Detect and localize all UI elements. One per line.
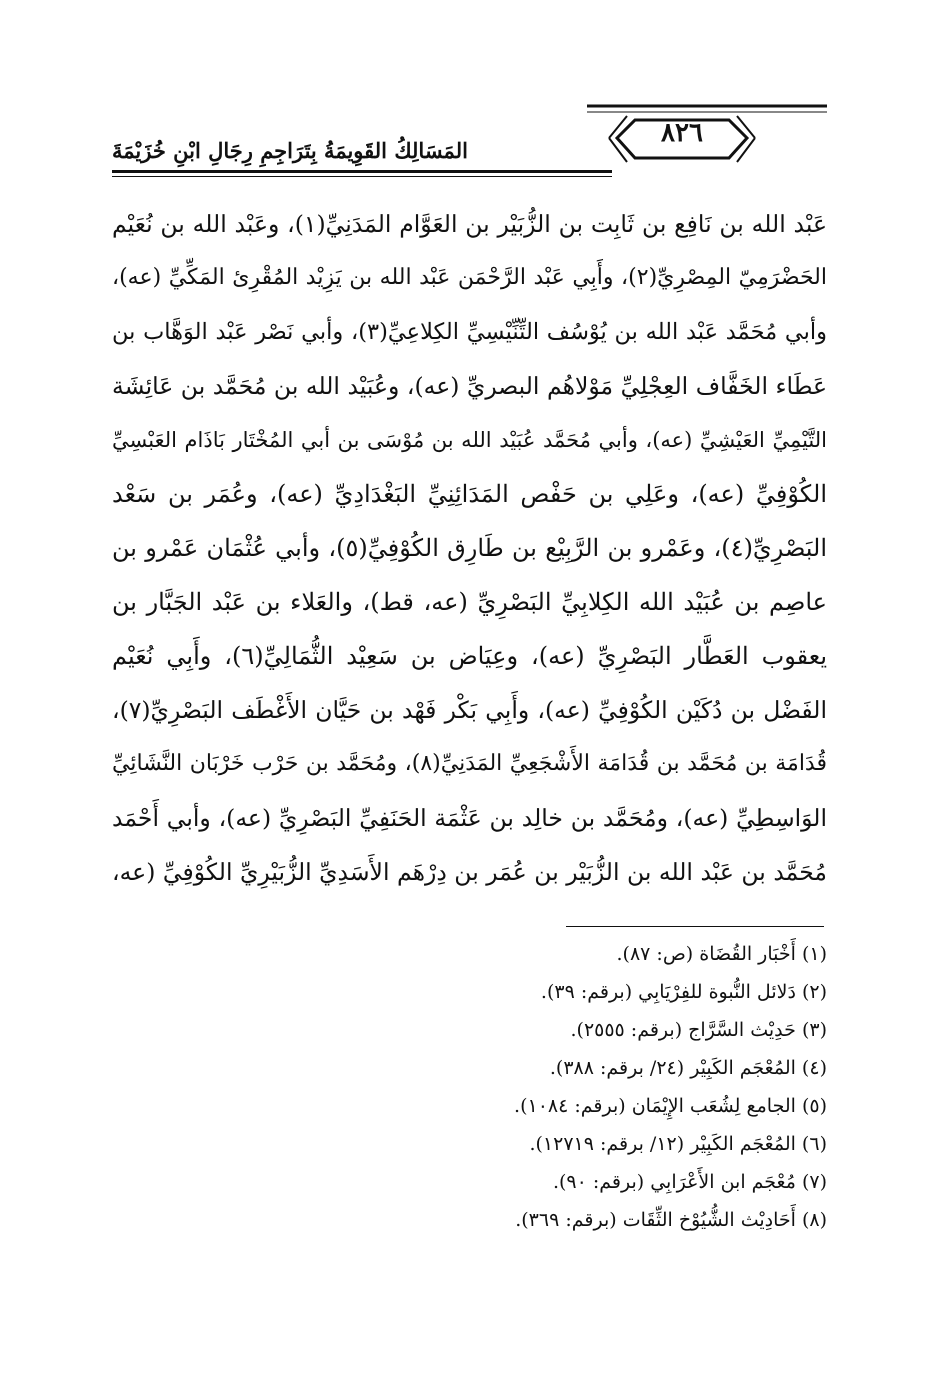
text-line: قُدَامَة بن مُحَمَّد بن قُدَامَة الأَشْجَعِيِّ المَدَنِيِّ(٨)، ومُحَمَّد بن حَرْب خَرْبَان النَّشَائِيِّ	[112, 751, 827, 776]
footnote: (٤) المُعْجَم الكَبِيْر (٢٤/ برقم: ٣٨٨).	[549, 1057, 827, 1079]
page-header	[112, 100, 827, 180]
running-title: المَسَالِكُ القَوِيمَةُ بِتَرَاجِمِ رِجَالِ ابْنِ خُزَيْمَةَ	[112, 138, 468, 163]
text-line: التَّيْمِيِّ العَيْشِيِّ (عه)، وأبي مُحَمَّد عُبَيْد الله بن مُوْسَى بن أبي المُخْتَار بَاذَام العَبْسِيِّ	[112, 428, 827, 452]
footnotes	[112, 935, 827, 1239]
header-rule	[112, 170, 612, 173]
text-line: الكُوْفِيِّ (عه)، وعَلِي بن حَفْص المَدَائِنِيِّ البَغْدَادِيِّ (عه)، وعُمَر بن سَعْد	[112, 480, 827, 508]
footnote: (١) أَخْبَار القُضَاة (ص: ٨٧).	[616, 943, 827, 965]
text-line: الفَضْل بن دُكَيْن الكُوْفِيِّ (عه)، وأَبِي بَكْر فَهْد بن حَيَّان الأَغْطَف البَصْرِيِّ(٧)،	[112, 696, 827, 724]
text-line: يعقوب العَطَّار البَصْرِيِّ (عه)، وعِيَاض بن سَعِيْد الثُّمَالِيِّ(٦)، وأَبِي نُعَيْم	[112, 642, 827, 670]
footnote: (٦) المُعْجَم الكَبِيْر (١٢/ برقم: ١٢٧١٩).	[529, 1133, 827, 1155]
text-line: عَطَاء الخَفَّاف العِجْلِيِّ مَوْلاهُم البصريِّ (عه)، وعُبَيْد الله بن مُحَمَّد بن عَائِشَة	[112, 372, 827, 400]
page-number: ٨٢٦	[661, 118, 703, 148]
text-line: مُحَمَّد بن عَبْد الله بن الزُّبَيْر بن عُمَر بن دِرْهَم الأَسَدِيِّ الزُّبَيْرِيِّ الكُوْفِيِّ (عه،	[112, 858, 827, 886]
footnote-separator	[566, 926, 824, 927]
page-number-frame	[587, 102, 827, 174]
text-line: الحَضْرَمِيّ المِصْرِيِّ(٢)، وأَبِي عَبْد الرَّحْمَن عَبْد الله بن يَزِيْد المُقْرِئ المَكِّيِّ (عه)،	[112, 265, 827, 290]
text-line: الوَاسِطِيِّ (عه)، ومُحَمَّد بن خالِد بن عَثْمَة الحَنَفِيِّ البَصْرِيِّ (عه)، وأبي أَحْمَد	[112, 804, 827, 832]
footnote: (٧) مُعْجَم ابن الأَعْرَابِي (برقم: ٩٠).	[552, 1171, 827, 1193]
main-text	[112, 197, 827, 899]
footnote: (٣) حَدِيْث السَّرَّاج (برقم: ٢٥٥٥).	[570, 1019, 827, 1041]
footnote: (٨) أَحَادِيْث الشُّيُوْخ الثِّقَات (برقم: ٣٦٩).	[515, 1209, 827, 1231]
text-line: عاصِم بن عُبَيْد الله الكِلابِيِّ البَصْرِيِّ (عه، قط)، والعَلاء بن عَبْد الجَبَّار بن	[112, 588, 827, 616]
header-rule-thin	[112, 176, 612, 177]
text-line: عَبْد الله بن نَافِع بن ثَابِت بن الزُّبَيْر بن العَوَّام المَدَنِيِّ(١)، وعَبْد الله بن نُعَيْم	[112, 210, 827, 238]
footnote: (٢) دَلائل النُّبوة للفِرْيَابِي (برقم: ٣٩).	[540, 981, 827, 1003]
text-line: البَصْرِيِّ(٤)، وعَمْرو بن الرَّبِيْع بن طَارِق الكُوْفِيِّ(٥)، وأبي عُثْمَان عَمْرو بن	[112, 534, 827, 562]
text-line: وأبي مُحَمَّد عَبْد الله بن يُوْسُف التِّنِّيْسِيِّ الكِلاعِيِّ(٣)، وأبي نَصْر عَبْد الوَهَّاب بن	[112, 319, 827, 345]
footnote: (٥) الجامع لِشُعَب الإِيْمَان (برقم: ١٠٨٤).	[514, 1095, 827, 1117]
